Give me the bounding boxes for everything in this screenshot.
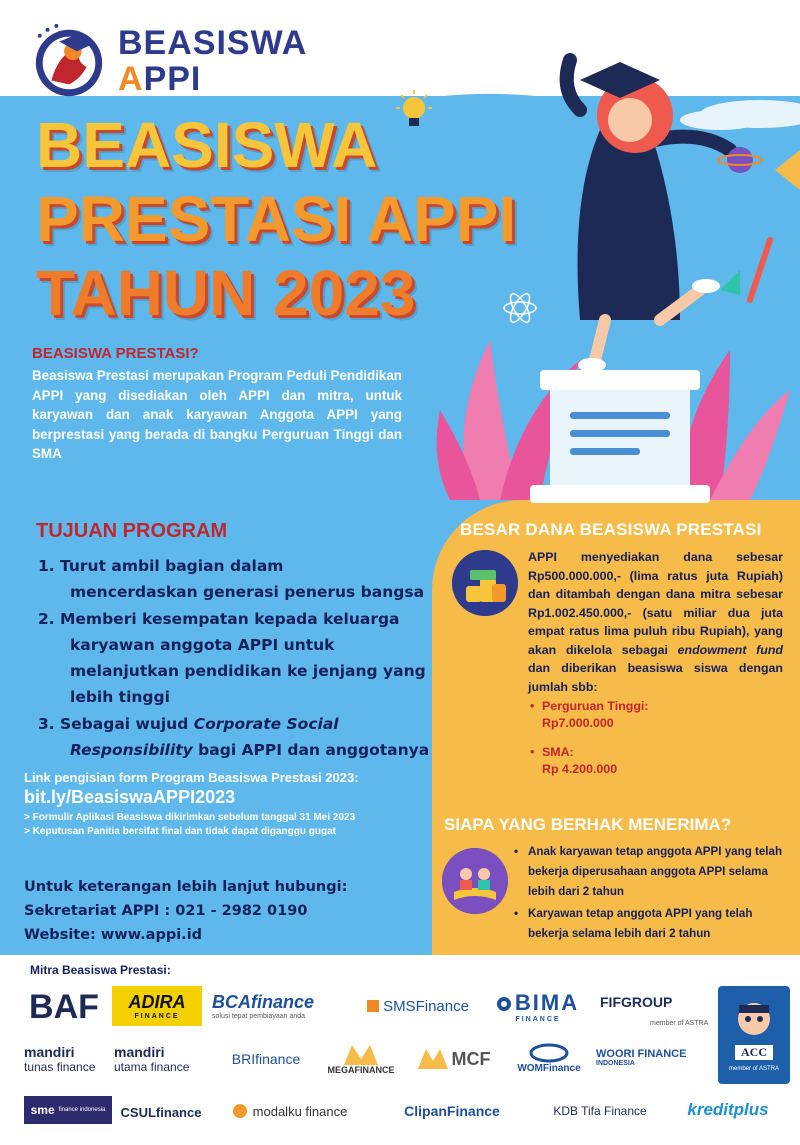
kdb-tifa-finance-logo: KDB Tifa Finance (553, 1104, 647, 1118)
acc-mascot-icon (729, 999, 779, 1045)
contact-section (24, 875, 444, 947)
dana-item-sma: • SMA: Rp 4.200.000 (528, 744, 783, 778)
csul-finance-logo: CSULfinance (120, 1104, 202, 1120)
woori-finance-logo: WOORI FINANCE INDONESIA (596, 1047, 687, 1067)
contact-website[interactable]: Website: www.appi.id (24, 927, 203, 943)
siapa-title: SIAPA YANG BERHAK MENERIMA? (444, 815, 732, 834)
link-label: Link pengisian form Program Beasiswa Prestasi 2023: (24, 770, 359, 785)
contact-phone: Sekretariat APPI : 021 - 2982 0190 (24, 903, 308, 919)
tujuan-item-3: 3. Sebagai wujud Corporate Social Responsibility bagi APPI dan anggotanya (38, 715, 430, 759)
beasiswa-appi-logo (30, 22, 307, 100)
sms-finance-logo: SMSFinance (362, 990, 474, 1022)
coins-icon (452, 550, 518, 616)
logo-text-beasiswa: BEASISWA (118, 24, 308, 62)
deadline-note: > Formulir Aplikasi Beasiswa dikirimkan sebelum tanggal 31 Mei 2023 (24, 812, 356, 823)
acc-logo: ACC member of ASTRA (718, 986, 790, 1084)
sms-mark-icon (367, 1000, 379, 1012)
dana-amounts (528, 698, 783, 778)
modalku-mark-icon (233, 1104, 247, 1118)
dana-text: APPI menyediakan dana sebesar Rp500.000.000,- (lima ratus juta Rupiah) dan ditambah dengan dana mitra sebesar Rp1.002.450.000,- (satu miliar dua juta empat ratus lima puluh ribu Rupiah), yang akan dikelola sebagai endowment fund dan diberikan beasiswa siswa dengan jumlah sbb: (528, 550, 783, 694)
fifgroup-logo: FIFGROUP member of ASTRA (600, 993, 709, 1027)
dana-body (528, 548, 783, 790)
adira-logo: ADIRA FINANCE (112, 986, 202, 1026)
logo-text-appi: APPI (118, 60, 202, 98)
sme-finance-logo: sme finance indonesia (24, 1096, 112, 1124)
wom-finance-logo: WOMFinance (508, 1036, 590, 1080)
kreditplus-logo: kreditplus (687, 1100, 769, 1119)
baf-logo: BAF (29, 987, 99, 1026)
registration-link-section (24, 770, 444, 837)
mandiri-tunas-finance-logo: mandiri tunas finance (24, 1044, 96, 1074)
about-title: BEASISWA PRESTASI? (32, 345, 199, 362)
about-body: Beasiswa Prestasi merupakan Program Peduli Pendidikan APPI yang disediakan oleh APPI dan mitra, untuk karyawan dan anak karyawan Anggota APPI yang berprestasi yang berada di bangku Perguruan Tinggi dan SMA (32, 368, 402, 462)
headline-line-3: TAHUN 2023 (36, 257, 416, 329)
tujuan-title: TUJUAN PROGRAM (36, 520, 228, 542)
siapa-list (512, 842, 787, 946)
headline-line-2: PRESTASI APPI (36, 183, 517, 255)
about-section (32, 345, 402, 464)
siapa-item-2: • Karyawan tetap anggota APPI yang telah bekerja selama lebih dari 2 tahun (512, 904, 787, 944)
tujuan-list (32, 553, 432, 763)
mcf-logo: MCF (408, 1044, 500, 1074)
graduate-emblem-icon (30, 22, 108, 100)
wom-mark-icon (529, 1043, 569, 1063)
mandiri-utama-finance-logo: mandiri utama finance (114, 1044, 190, 1074)
siapa-item-1: • Anak karyawan tetap anggota APPI yang telah bekerja diperusahaan anggota APPI selama lebih dari 2 tahun (512, 842, 787, 902)
mitra-title: Mitra Beasiswa Prestasi: (30, 963, 171, 977)
bri-finance-logo: BRIfinance (231, 1051, 301, 1067)
mcf-mark-icon (418, 1049, 448, 1069)
registration-link[interactable]: bit.ly/BeasiswaAPPI2023 (24, 787, 236, 807)
tujuan-item-1: 1. Turut ambil bagian dalam mencerdaskan generasi penerus bangsa (38, 557, 425, 601)
tujuan-section (32, 520, 432, 764)
main-headline (36, 108, 556, 330)
bima-finance-logo: BIMA FINANCE (484, 988, 592, 1024)
clipan-finance-logo: ClipanFinance (404, 1103, 500, 1119)
modalku-finance-logo: modalku finance (212, 1098, 368, 1124)
mega-mark-icon (344, 1045, 378, 1065)
reading-kids-icon (442, 848, 508, 914)
bca-finance-logo: BCAfinance solusi tepat pembiayaan anda (212, 992, 315, 1020)
headline-line-1: BEASISWA (36, 109, 378, 181)
decision-note: > Keputusan Panitia bersifat final dan tidak dapat diganggu gugat (24, 826, 336, 837)
dana-item-pt: • Perguruan Tinggi: Rp7.000.000 (528, 698, 783, 732)
contact-intro: Untuk keterangan lebih lanjut hubungi: (24, 879, 348, 895)
mega-finance-logo: MEGAFINANCE (320, 1040, 402, 1080)
dana-title: BESAR DANA BEASISWA PRESTASI (460, 520, 762, 539)
tujuan-item-2: 2. Memberi kesempatan kepada keluarga karyawan anggota APPI untuk melanjutkan pendidikan ke jenjang yang lebih tinggi (38, 610, 426, 706)
